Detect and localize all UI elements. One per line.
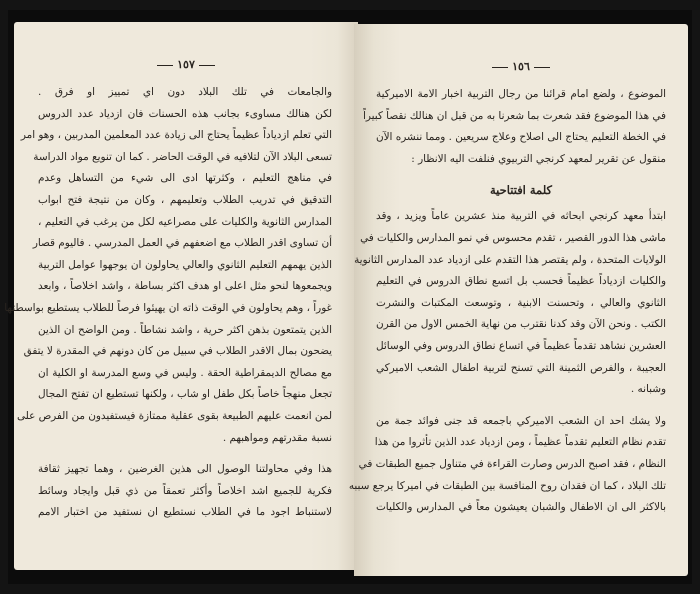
text-line: العجيبة ، والفرص الثمينة التي تسنح لتربية اطفال الشعب الاميركي [376,361,666,374]
text-line: في الخطة التعليم يحتاج الى اصلاح وعلاج سريعين . ومما ننشره الآن [376,131,666,144]
text-line: في هذا الموضوع فقد شعرت بما شعرنا به من قبل ان هنالك نقصاً كبيراً [363,109,666,122]
text-line: هذا وفي محاولتنا الوصول الى هذين الغرضين ، وهما تجهيز ثقافة [38,463,332,476]
text-line: الكتب . ونحن الآن وقد كدنا نقترب من نهاية الخمس الاول من القرن [375,318,666,331]
page-number-dash [157,65,173,66]
text-line: وشبانه . [630,383,666,396]
text-line: العشرين نشاهد تقدماً عظيماً في اتساع نطاق الدروس وفي الوسائل [376,339,666,352]
text-line: الثانوي والعالي ، وتحسنت الابنية ، وتوسعت المكتبات والنشرت [376,296,666,309]
text-line: أن تساوى اقدر الطلاب مع اضعفهم في العمل المدرسي . فاليوم قصار [32,237,332,250]
right-page [348,24,688,576]
text-line: منقول عن تقرير لمعهد كرنجي التربيوي فنلفت اليه الانظار : [411,152,666,165]
text-line: الذين يهمهم التعليم الثانوي والعالي يحاولون ان يوجهوا عوامل التربية [38,258,332,271]
section-heading: كلمة افتتاحية [490,183,552,198]
page-number-dash [199,65,215,66]
text-line: بالاكثر الى ان الاطفال والشبان يعيشون معاً في المدارس والكليات [376,501,666,514]
text-line: نسبة مقدرتهم ومواهبهم . [222,431,332,444]
text-line: النظام ، فقد اصبح الدرس وصارت القراءة في متناول جميع الطبقات في [358,457,666,470]
page-number-dash [534,67,550,68]
right-page-body [348,206,666,518]
text-line: فكرية للجميع اشد اخلاصاً وأكثر تعمقاً من ذي قبل وايجاد وسائط [38,484,332,497]
text-line: الذين يتمتعون بذهن اكثر حرية ، واشد نشاطاً . ومن الواضح ان الذين [38,323,332,336]
text-line: ولا يشك احد ان الشعب الاميركي باجمعه قد جنى فوائد جمة من [376,414,666,427]
left-page-text [4,82,332,524]
text-line: لمن انعمت عليهم الطبيعة بقوى عقلية ممتازة فيستفيدون من الفرص على [17,409,332,422]
text-line: في مناهج التعليم ، وكثرتها ادى الى شيء من التساهل وعدم [38,172,332,185]
text-line: ويجمعوها لنحو مثل اعلى او هدف اكثر بساطة ، واشد اخلاصاً ، وابعد [38,280,332,293]
text-line: لاستنباط اجود ما في الطلاب نستطيع ان نستفيد من اختبار الامم [38,506,332,519]
page-number-dash [492,67,508,68]
left-page-number: ١٥٧ [14,58,358,71]
text-line: التدقيق في تدريب الطلاب وتعليمهم ، وكان من نتيجة فتح ابواب [38,193,332,206]
right-page-number: ١٥٦ [354,60,688,73]
text-line: والكليات ازدياداً عظيماً فحسب بل اتسع نطاق الدروس في التعليم [376,275,666,288]
text-line: الموضوع ، ولضع امام قرائنا من رجال التربية اخبار الامة الاميركية [376,88,666,100]
text-line: تسعى البلاد الآن لتلافيه في الوقت الحاضر . كما ان تنويع مواد الدراسة [33,150,332,163]
text-line: تقدم نظام التعليم تقدماً عظيماً ، ومن ازدياد عدد الذين تأثروا من هذا [374,436,666,449]
text-line: المدارس الثانوية والكليات على مصراعيه لكل من يرغب في التعليم ، [38,215,332,228]
text-line: الولايات المتحدة ، ولم يقتصر هذا التقدم على ازدياد عدد المدارس الثانوية [354,253,666,266]
text-line: تجعل منهجاً خاصاً بكل طفل او شاب ، ولكنها تستطيع ان تفتح المجال [38,388,332,401]
left-page [4,22,358,570]
text-line: والجامعات في تلك البلاد دون اي تمييز او فرق . [38,86,332,98]
paragraph-gap [38,449,332,459]
text-line: تلك البلاد ، كما ان فقدان روح المنافسة بين الطبقات في اميركا يرجع سببه [348,479,666,492]
open-book [4,10,692,584]
text-line: غوراً ، وهم يحاولون في الوقت ذاته ان يهيئوا فرصاً للطلاب يستطيع بواسطتها [4,301,332,314]
text-line: ابتدأ معهد كرنجي ابحاثه في التربية منذ عشرين عاماً ويزيد ، وقد [376,210,666,223]
right-page-intro [363,84,666,170]
text-line: مع مصالح الديمقراطية الحقة . وليس في وسع المدرسة او الكلية ان [38,366,332,379]
paragraph-gap [376,401,666,411]
text-line: ماشى هذا الدور القصير ، تقدم محسوس في نمو المدارس والكليات في [360,231,666,244]
text-line: لكن هنالك مساوىء بجانب هذه الحسنات فان ازدياد عدد الدروس [38,107,332,120]
text-line: التي تعلم ازدياداً عظيماً يحتاج الى زيادة عدد المعلمين المدربين ، وهو امر [20,129,332,142]
text-line: يضحون بمال الاقدر الطلاب في سبيل من كان دونهم في المقدرة لا يتفق [23,345,332,358]
